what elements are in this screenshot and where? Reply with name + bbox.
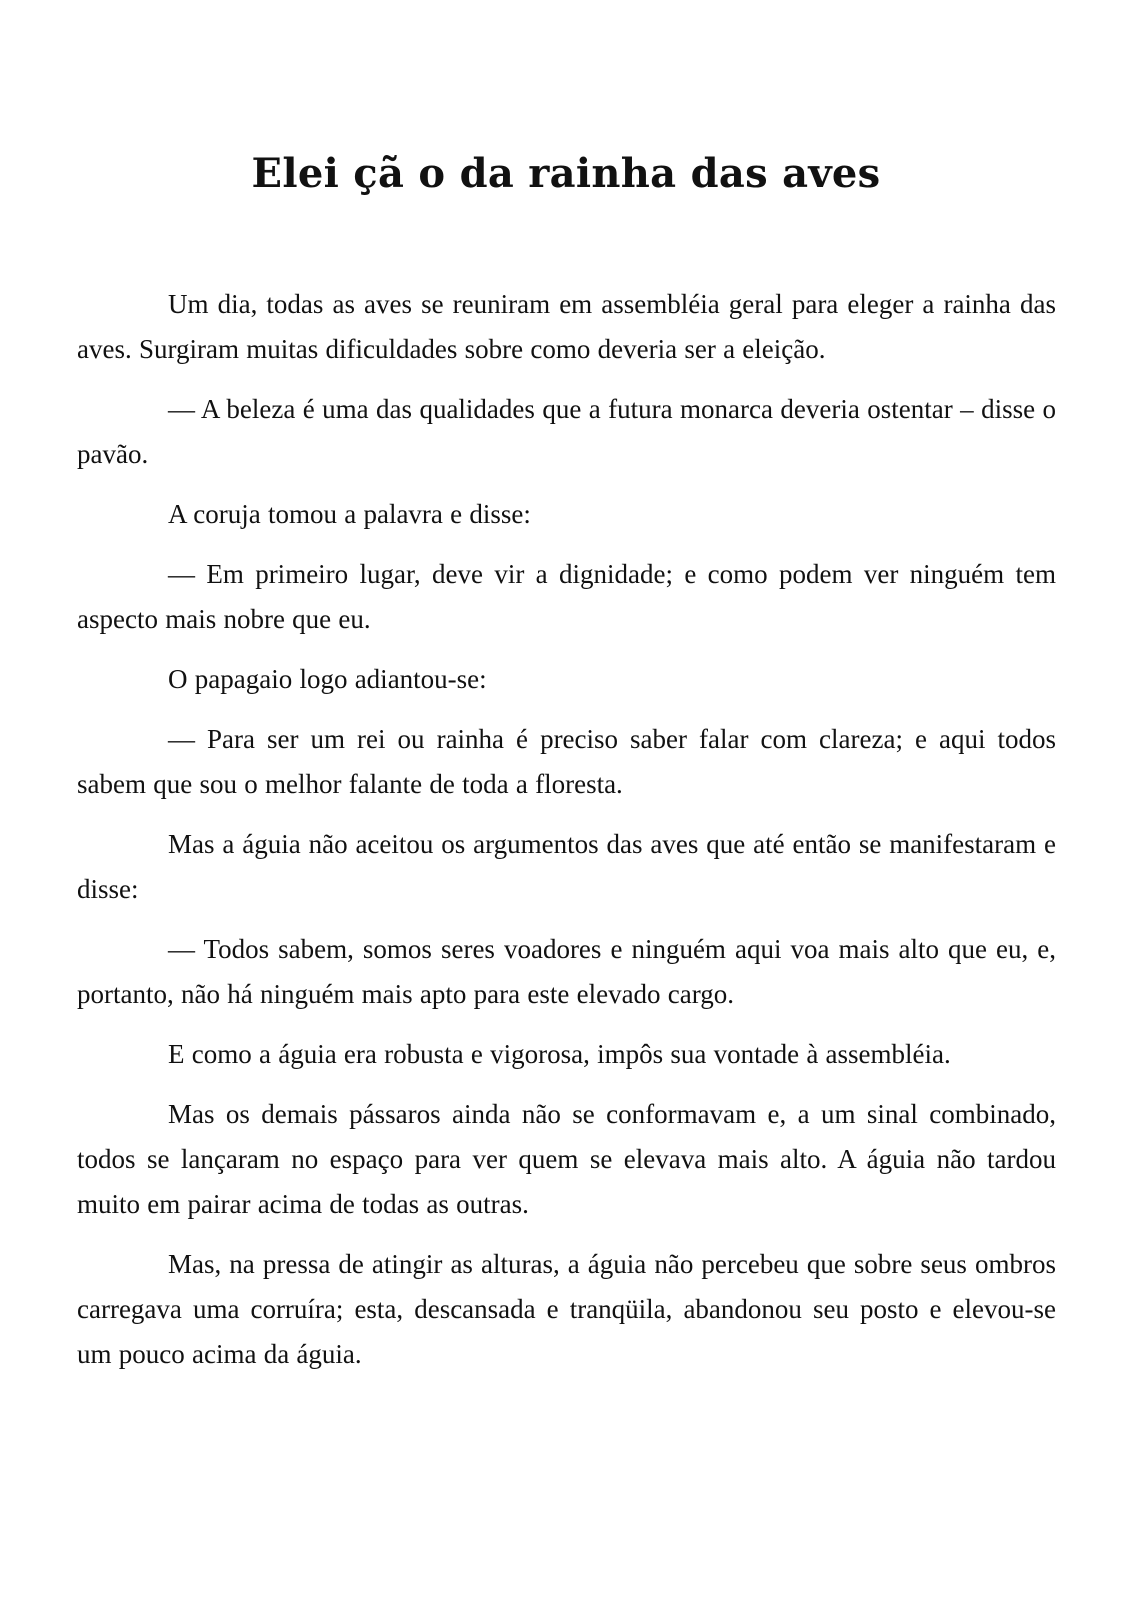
paragraph-11: Mas, na pressa de atingir as alturas, a águia não percebeu que sobre seus ombros carregava uma corruíra; esta, descansada e tranqüila, abandonou seu posto e elevou-se um pouco acima da águia. <box>77 1249 1056 1369</box>
paragraph-4: — Em primeiro lugar, deve vir a dignidade; e como podem ver ninguém tem aspecto mais nobre que eu. <box>77 559 1056 634</box>
paragraph-6: — Para ser um rei ou rainha é preciso saber falar com clareza; e aqui todos sabem que sou o melhor falante de toda a floresta. <box>77 724 1056 799</box>
paragraph-8: — Todos sabem, somos seres voadores e ninguém aqui voa mais alto que eu, e, portanto, não há ninguém mais apto para este elevado cargo. <box>77 934 1056 1009</box>
page-title: Elei çã o da rainha das aves <box>251 150 881 197</box>
paragraph-3: A coruja tomou a palavra e disse: <box>168 499 531 529</box>
paragraph-10: Mas os demais pássaros ainda não se conformavam e, a um sinal combinado, todos se lançaram no espaço para ver quem se elevava mais alto. A águia não tardou muito em pairar acima de todas as outras. <box>77 1099 1056 1219</box>
paragraph-2: — A beleza é uma das qualidades que a futura monarca deveria ostentar – disse o pavão. <box>77 394 1056 469</box>
paragraph-5: O papagaio logo adiantou-se: <box>168 664 487 694</box>
story-body <box>77 282 1056 1392</box>
paragraph-1: Um dia, todas as aves se reuniram em assembléia geral para eleger a rainha das aves. Surgiram muitas dificuldades sobre como deveria ser a eleição. <box>77 289 1056 364</box>
paragraph-7: Mas a águia não aceitou os argumentos das aves que até então se manifestaram e disse: <box>77 829 1056 904</box>
paragraph-9: E como a águia era robusta e vigorosa, impôs sua vontade à assembléia. <box>168 1039 951 1069</box>
